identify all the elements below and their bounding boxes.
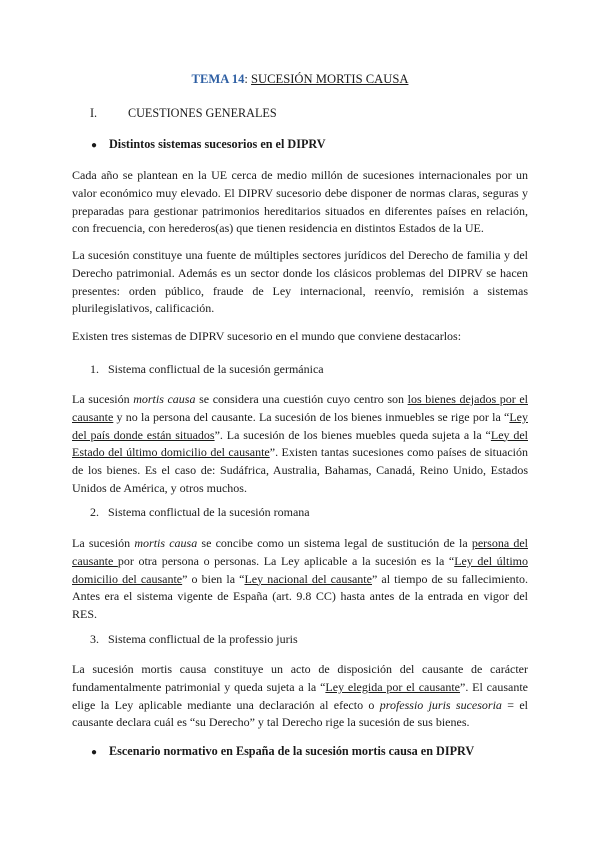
section-label: CUESTIONES GENERALES	[128, 106, 277, 120]
title-label: TEMA 14	[191, 72, 245, 86]
bullet-icon: ●	[91, 140, 98, 151]
bullet-icon: ●	[91, 747, 98, 758]
underlined-term: los bienes dejados por el causante	[72, 392, 529, 424]
bullet-heading-1	[91, 137, 326, 152]
title-text: SUCESIÓN MORTIS CAUSA	[251, 72, 409, 86]
subheading-label: Sistema conflictual de la professio juris	[108, 632, 298, 646]
bullet-heading-2	[91, 744, 474, 759]
bullet-heading-text: Distintos sistemas sucesorios en el DIPRV	[109, 137, 326, 151]
subheading-3	[90, 632, 298, 647]
subheading-1	[90, 362, 324, 377]
paragraph-3: Existen tres sistemas de DIPRV sucesorio en el mundo que conviene destacarlos:	[72, 329, 462, 343]
subheading-label: Sistema conflictual de la sucesión germánica	[108, 362, 324, 376]
subheading-label: Sistema conflictual de la sucesión romana	[108, 505, 310, 519]
underlined-term: Ley del Estado del último domicilio del causante	[72, 427, 528, 460]
subheading-number: 1.	[90, 362, 99, 376]
title-separator: :	[244, 72, 252, 86]
underlined-term: Ley nacional del causante	[244, 571, 372, 586]
subheading-2	[90, 505, 310, 520]
underlined-term: persona del causante	[72, 536, 529, 568]
underlined-term: Ley del país donde están situados	[72, 409, 528, 442]
paragraph-1: Cada año se plantean en la UE cerca de medio millón de sucesiones internacionales por un valor económico muy elevado. El DIPRV sucesorio debe disponer de normas claras, seguras y preparadas para gestionar patrimonios hereditarios situados en diferentes países en relación, con frecuencia, con herederos(as) que tienen residencia en distintos Estados de la UE.	[72, 168, 528, 236]
paragraph-2: La sucesión constituye una fuente de múltiples sectores jurídicos del Derecho de familia y del Derecho patrimonial. Además es un sector donde los clásicos problemas del DIPRV se hacen presentes: orden público, fraude de Ley internacional, reenvío, remisión a sistemas plurilegislativos, calificación.	[72, 248, 528, 316]
subheading-number: 3.	[90, 632, 99, 646]
underlined-term: Ley del último domicilio del causante	[72, 553, 528, 586]
section-number: I.	[90, 106, 98, 120]
section-heading	[90, 106, 277, 121]
paragraph-4: La sucesión mortis causa se considera una cuestión cuyo centro son los bienes dejados por el causante y no la persona del causante. La sucesión de los bienes inmuebles se rige por la “Ley del país donde están situados”. La sucesión de los bienes muebles queda sujeta a la “Ley del Estado del último domicilio del causante”. Existen tantas sucesiones como países de situación de los bienes. Es el caso de: Sudáfrica, Australia, Bahamas, Canadá, Reino Unido, Estados Unidos de América, y otros muchos.	[72, 392, 529, 495]
underlined-term: Ley elegida por el causante	[325, 679, 461, 694]
bullet-heading-text: Escenario normativo en España de la sucesión mortis causa en DIPRV	[109, 744, 475, 758]
paragraph-5: La sucesión mortis causa se concibe como un sistema legal de sustitución de la persona del causante por otra persona o personas. La Ley aplicable a la sucesión es la “Ley del último domicilio del causante” o bien la “Ley nacional del causante” al tiempo de su fallecimiento. Antes era el sistema vigente de España (art. 9.8 CC) hasta antes de la entrada en vigor del RES.	[72, 536, 529, 622]
page-title	[0, 72, 600, 87]
paragraph-6: La sucesión mortis causa constituye un acto de disposición del causante de carácter fundamentalmente patrimonial y queda sujeta a la “Ley elegida por el causante”. El causante elige la Ley aplicable mediante una declaración al efecto o professio juris sucesoria = el causante declara cuál es “su Derecho” y tal Derecho rige la sucesión de sus bienes.	[72, 662, 528, 730]
subheading-number: 2.	[90, 505, 99, 519]
